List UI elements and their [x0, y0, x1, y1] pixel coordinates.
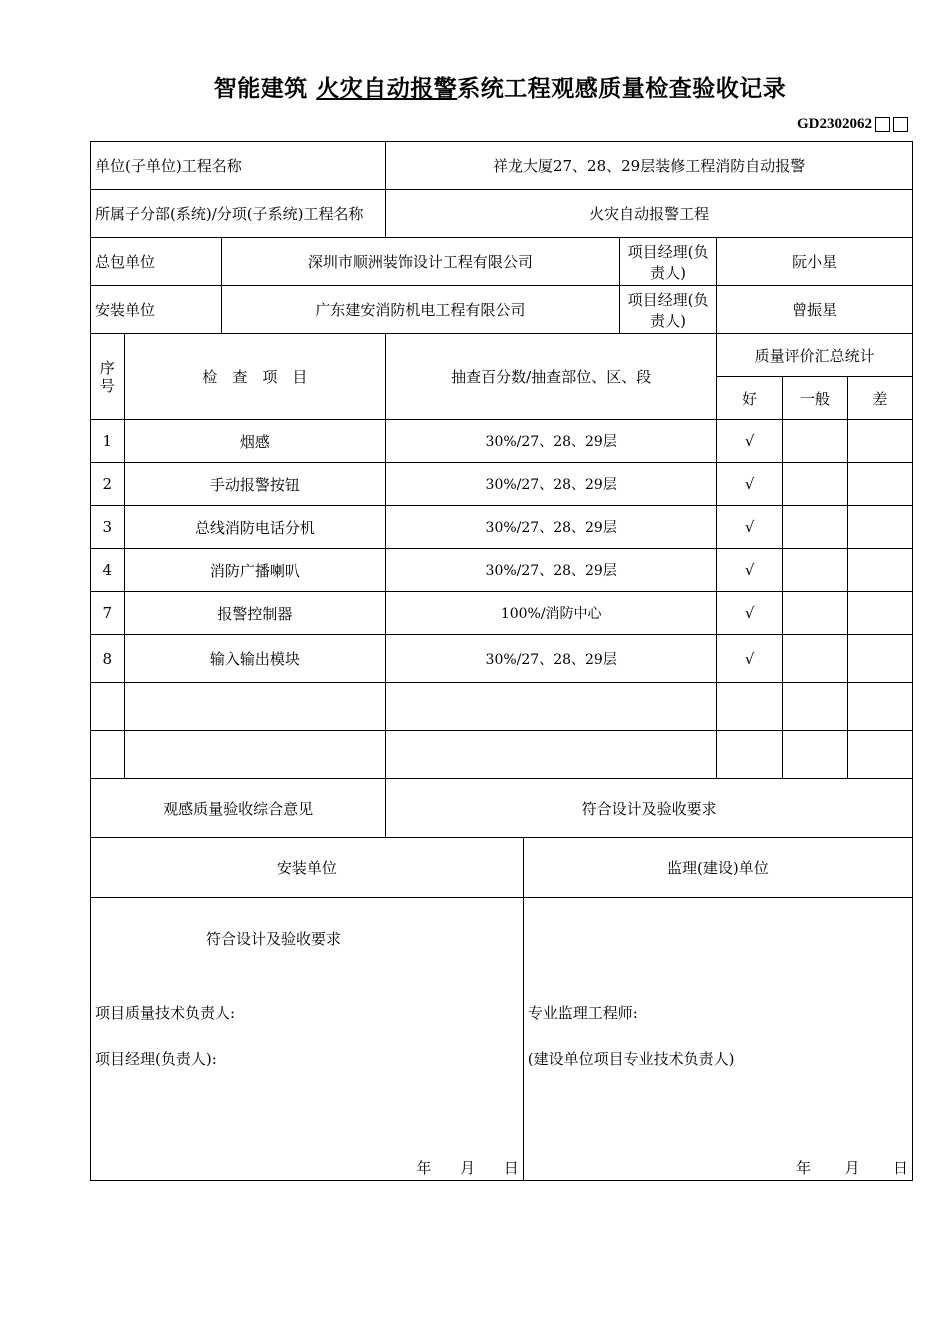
date-month: 月 — [460, 1159, 476, 1177]
row-item: 总线消防电话分机 — [124, 506, 386, 549]
installer-label: 安装单位 — [91, 286, 222, 334]
row-sample — [386, 683, 717, 731]
row-fair — [783, 635, 848, 683]
row-sample — [386, 731, 717, 779]
title-prefix: 智能建筑 — [213, 76, 317, 102]
checkbox-2[interactable] — [893, 117, 908, 132]
subsystem-label: 所属子分部(系统)/分项(子系统)工程名称 — [91, 190, 386, 238]
supervisor-unit-header: 监理(建设)单位 — [523, 838, 912, 898]
row-good: √ — [717, 635, 783, 683]
supervisor-owner: (建设单位项目专业技术负责人) — [527, 1050, 735, 1068]
header-item: 检 查 项 目 — [124, 334, 386, 420]
row-good — [717, 731, 783, 779]
manager-value-2: 曾振星 — [717, 286, 913, 334]
general-contractor-row — [91, 238, 913, 286]
row-sample: 30%/27、28、29层 — [386, 635, 717, 683]
checkbox-1[interactable] — [875, 117, 890, 132]
form-code-text: GD2302062 — [797, 116, 872, 132]
row-good: √ — [717, 463, 783, 506]
header-sample: 抽查百分数/抽查部位、区、段 — [386, 334, 717, 420]
row-sample: 30%/27、28、29层 — [386, 463, 717, 506]
row-fair — [783, 420, 848, 463]
table-row — [91, 549, 913, 592]
row-fair — [783, 506, 848, 549]
row-item: 烟感 — [124, 420, 386, 463]
row-item: 手动报警按钮 — [124, 463, 386, 506]
row-good: √ — [717, 420, 783, 463]
supervisor-date — [796, 1157, 908, 1178]
row-good: √ — [717, 549, 783, 592]
row-poor — [847, 506, 912, 549]
row-poor — [847, 420, 912, 463]
installer-signoff-cell — [91, 898, 524, 1181]
installer-manager: 项目经理(负责人): — [95, 1050, 217, 1068]
installer-unit-header: 安装单位 — [91, 838, 524, 898]
row-sample: 30%/27、28、29层 — [386, 420, 717, 463]
general-contractor-value: 深圳市顺洲装饰设计工程有限公司 — [221, 238, 619, 286]
installer-value: 广东建安消防机电工程有限公司 — [221, 286, 619, 334]
row-poor — [847, 592, 912, 635]
row-fair — [783, 463, 848, 506]
row-item — [124, 731, 386, 779]
row-poor — [847, 549, 912, 592]
page-title — [0, 70, 950, 103]
header-fair: 一般 — [783, 377, 848, 420]
row-poor — [847, 683, 912, 731]
form-code — [797, 116, 908, 133]
title-system-name: 火灾自动报警 — [316, 76, 458, 102]
table-row — [91, 506, 913, 549]
row-sample: 100%/消防中心 — [386, 592, 717, 635]
header-good: 好 — [717, 377, 783, 420]
supervisor-engineer: 专业监理工程师: — [527, 1004, 638, 1022]
manager-value-1: 阮小星 — [717, 238, 913, 286]
row-good — [717, 683, 783, 731]
row-item — [124, 683, 386, 731]
project-name-value: 祥龙大厦27、28、29层装修工程消防自动报警 — [386, 142, 913, 190]
signoff-header-row — [91, 838, 913, 898]
row-no: 1 — [91, 420, 125, 463]
row-poor — [847, 635, 912, 683]
row-no: 8 — [91, 635, 125, 683]
opinion-row — [91, 779, 913, 838]
row-fair — [783, 549, 848, 592]
row-no — [91, 683, 125, 731]
opinion-value: 符合设计及验收要求 — [386, 779, 913, 838]
header-no: 序号 — [91, 334, 125, 420]
row-no — [91, 731, 125, 779]
header-poor: 差 — [847, 377, 912, 420]
row-fair — [783, 592, 848, 635]
inspection-record-table — [90, 141, 913, 1181]
table-row — [91, 592, 913, 635]
row-no: 3 — [91, 506, 125, 549]
row-sample: 30%/27、28、29层 — [386, 549, 717, 592]
date-year: 年 — [796, 1159, 812, 1177]
header-stats: 质量评价汇总统计 — [717, 334, 913, 377]
row-good: √ — [717, 506, 783, 549]
title-suffix: 系统工程观感质量检查验收记录 — [457, 76, 787, 102]
date-year: 年 — [416, 1159, 432, 1177]
subsystem-value: 火灾自动报警工程 — [386, 190, 913, 238]
signoff-body-row — [91, 898, 913, 1181]
table-row — [91, 683, 913, 731]
table-row — [91, 463, 913, 506]
row-sample: 30%/27、28、29层 — [386, 506, 717, 549]
row-no: 7 — [91, 592, 125, 635]
row-fair — [783, 731, 848, 779]
table-row — [91, 635, 913, 683]
project-name-label: 单位(子单位)工程名称 — [91, 142, 386, 190]
row-item: 报警控制器 — [124, 592, 386, 635]
row-no: 4 — [91, 549, 125, 592]
table-row — [91, 420, 913, 463]
row-no: 2 — [91, 463, 125, 506]
subsystem-row — [91, 190, 913, 238]
row-fair — [783, 683, 848, 731]
row-item: 消防广播喇叭 — [124, 549, 386, 592]
supervisor-signoff-cell — [523, 898, 912, 1181]
opinion-label: 观感质量验收综合意见 — [91, 779, 386, 838]
row-poor — [847, 463, 912, 506]
table-row — [91, 731, 913, 779]
row-poor — [847, 731, 912, 779]
general-contractor-label: 总包单位 — [91, 238, 222, 286]
row-item: 输入输出模块 — [124, 635, 386, 683]
manager-label-1: 项目经理(负责人) — [619, 238, 716, 286]
installer-quality-lead: 项目质量技术负责人: — [95, 1004, 236, 1022]
installer-row — [91, 286, 913, 334]
manager-label-2: 项目经理(负责人) — [619, 286, 716, 334]
date-month: 月 — [844, 1159, 860, 1177]
header-row-1 — [91, 334, 913, 377]
row-good: √ — [717, 592, 783, 635]
installer-date — [416, 1157, 518, 1178]
date-day: 日 — [892, 1159, 908, 1177]
date-day: 日 — [503, 1159, 519, 1177]
installer-conclusion: 符合设计及验收要求 — [206, 930, 342, 948]
project-name-row — [91, 142, 913, 190]
